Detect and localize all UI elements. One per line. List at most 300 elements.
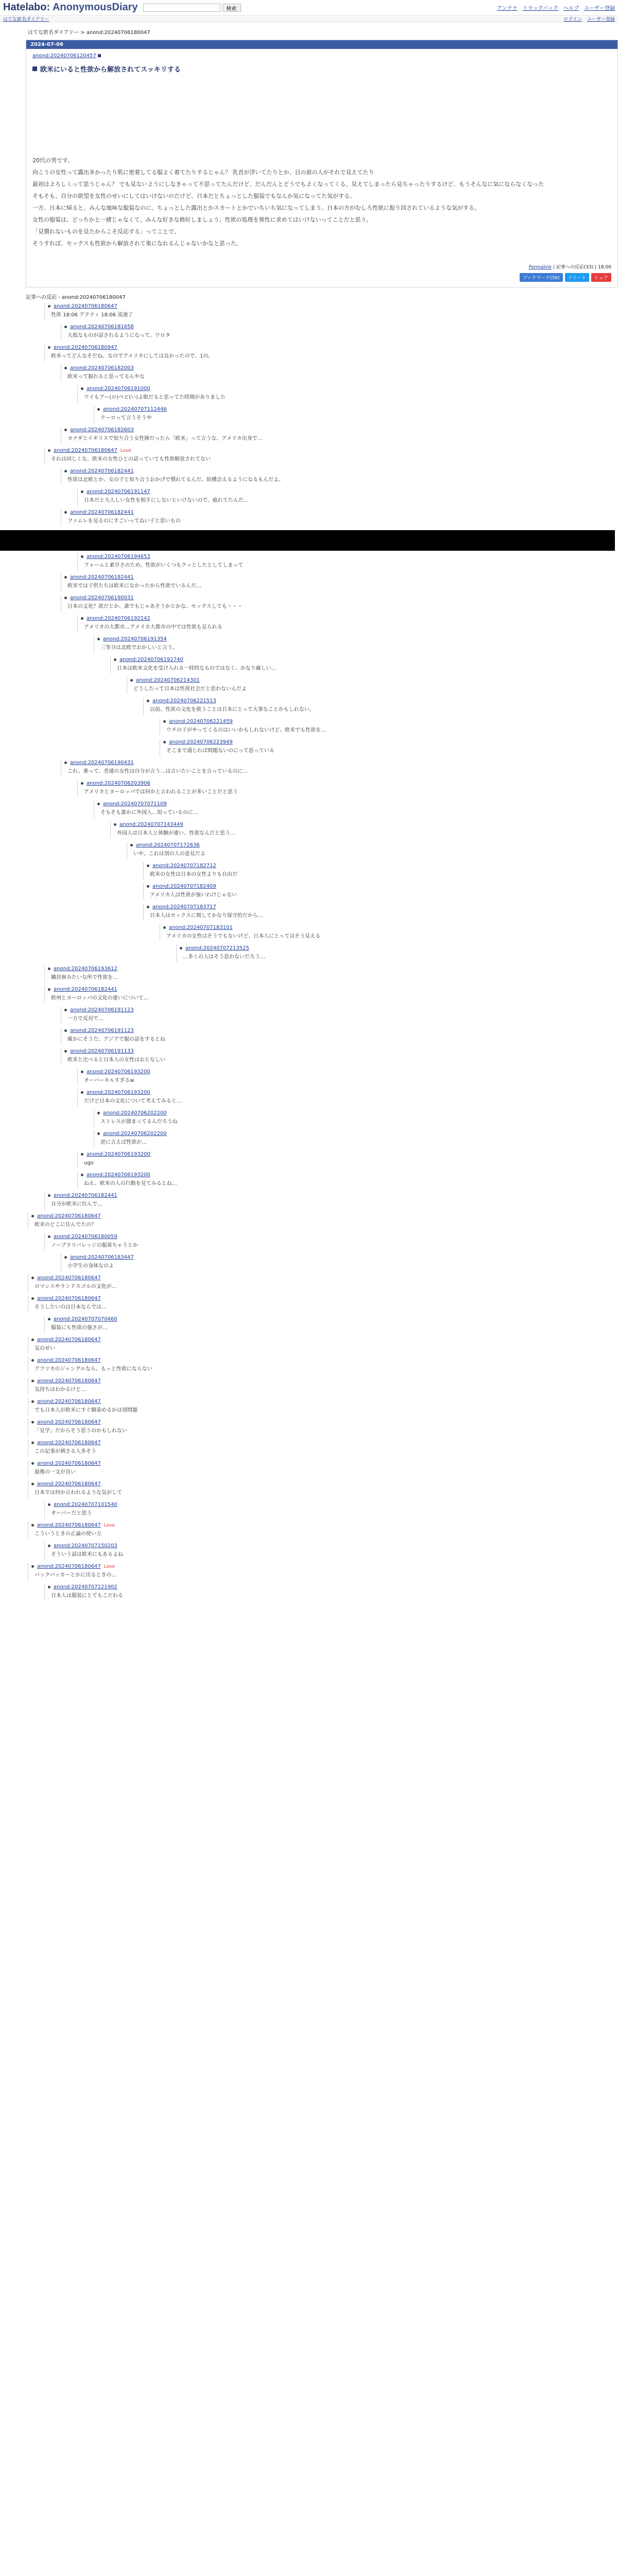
bullet-icon xyxy=(64,1029,67,1032)
response-text: 三等分は北欧でおかしいと言う。 xyxy=(100,645,178,651)
response-text: いや、これは別の人の意見だよ xyxy=(133,851,205,857)
response-item xyxy=(44,1234,599,1250)
response-link[interactable]: anond:20240706180647 xyxy=(37,1461,101,1466)
response-item xyxy=(77,554,599,570)
register-link[interactable]: ユーザー登録 xyxy=(587,17,615,22)
bullet-icon xyxy=(48,1194,50,1197)
bullet-icon xyxy=(48,1545,50,1547)
response-link[interactable]: anond:20240706180647 xyxy=(37,1564,101,1569)
response-header xyxy=(64,365,599,371)
bullet-icon xyxy=(31,1380,34,1382)
response-header xyxy=(64,324,599,330)
response-text: ugo xyxy=(84,1160,94,1166)
bookmark-marker-icon xyxy=(98,54,101,57)
response-link[interactable]: anond:20240707101540 xyxy=(54,1502,117,1507)
response-header xyxy=(81,386,599,392)
site-logo[interactable] xyxy=(3,2,138,13)
love-badge[interactable]: Love xyxy=(104,1522,115,1528)
response-item xyxy=(77,489,599,505)
response-text: そこまで通じれば問題ないのにって思っている xyxy=(166,748,274,754)
bullet-icon xyxy=(97,1132,100,1135)
response-link[interactable]: anond:20240706221459 xyxy=(169,719,233,724)
response-header xyxy=(163,925,599,930)
response-text: 逆に言えば性欲が… xyxy=(100,1140,147,1145)
related-heading: 記事への反応 - anond:20240706180047 xyxy=(26,295,126,300)
bullet-icon xyxy=(48,1318,50,1320)
response-link[interactable]: anond:20240707150203 xyxy=(54,1543,117,1549)
response-item xyxy=(28,1419,599,1436)
response-header xyxy=(130,677,599,683)
response-text: ワイもアー(ロ)ベビ(い)よ眼だると思ってた時期がありました xyxy=(84,395,226,400)
response-item xyxy=(44,303,599,320)
response-text: 気持ちはわかるけど… xyxy=(35,1387,86,1393)
tweet-button[interactable]: ツイート xyxy=(565,273,590,282)
response-item xyxy=(110,657,599,673)
response-item xyxy=(44,1502,599,1518)
response-link[interactable]: anond:20240706182441 xyxy=(54,987,117,992)
share-row xyxy=(32,273,611,282)
response-item xyxy=(28,1399,599,1415)
response-link[interactable]: anond:20240706191123 xyxy=(70,1028,134,1033)
response-item xyxy=(176,945,599,962)
response-text: ノープラリバレッジの服着ちゃうとか xyxy=(51,1243,138,1248)
response-link[interactable]: anond:20240706214301 xyxy=(136,677,200,683)
response-header xyxy=(163,719,599,724)
redacted-bar xyxy=(0,530,615,551)
response-link[interactable]: anond:20240706180647 xyxy=(37,1358,101,1363)
response-header xyxy=(48,1316,599,1322)
response-text: 日本では何か言われるような気がして xyxy=(35,1490,122,1496)
response-link[interactable]: anond:20240706192740 xyxy=(119,657,183,663)
response-header xyxy=(130,842,599,848)
response-link[interactable]: anond:20240706190031 xyxy=(70,595,134,601)
response-item xyxy=(94,1110,599,1127)
response-header xyxy=(48,1193,599,1198)
bullet-icon xyxy=(97,638,100,640)
response-link[interactable]: anond:20240706193200 xyxy=(87,1090,150,1095)
article-footer: Permalink | 記事への反応(33) | 18:00 xyxy=(528,265,611,270)
response-item xyxy=(143,904,599,921)
response-item xyxy=(143,884,599,900)
bullet-icon xyxy=(97,803,100,805)
response-item xyxy=(44,1193,599,1209)
response-link[interactable]: anond:20240706182441 xyxy=(70,510,134,515)
search-button[interactable]: 検索 xyxy=(222,4,241,12)
response-link[interactable]: anond:20240706223949 xyxy=(169,739,233,745)
response-text: 服装にも性欲の強さが… xyxy=(51,1325,108,1331)
bullet-icon xyxy=(31,1297,34,1300)
response-header xyxy=(31,1481,599,1487)
bullet-icon xyxy=(81,782,83,785)
nav-register[interactable]: ユーザー登録 xyxy=(584,6,615,11)
top-bar xyxy=(0,0,618,15)
response-link[interactable]: anond:20240707182712 xyxy=(152,863,216,869)
logo-sub: AnonymousDiary xyxy=(52,2,138,13)
response-item xyxy=(28,1564,599,1580)
bullet-icon xyxy=(163,741,166,743)
response-item xyxy=(61,324,599,341)
bullet-icon xyxy=(81,1174,83,1176)
response-header xyxy=(64,574,599,580)
response-item xyxy=(127,842,599,859)
response-text: 性欲 18:06 アクティ 18:06 流速了 xyxy=(51,312,133,318)
bullet-icon xyxy=(81,617,83,620)
response-header xyxy=(147,698,599,704)
response-link[interactable]: anond:20240706191000 xyxy=(87,386,150,392)
response-item xyxy=(77,781,599,797)
bullet-icon xyxy=(147,906,149,908)
article-meta: 記事への反応(33) | 18:00 xyxy=(556,265,611,270)
response-header xyxy=(64,1007,599,1013)
response-link[interactable]: anond:20240706190431 xyxy=(70,760,134,766)
response-header xyxy=(81,616,599,621)
response-header xyxy=(81,1172,599,1178)
bullet-icon xyxy=(64,1256,67,1259)
response-link[interactable]: anond:20240707121902 xyxy=(54,1584,117,1590)
bullet-icon xyxy=(31,1400,34,1403)
response-link[interactable]: anond:20240706202200 xyxy=(103,1131,167,1137)
response-text: オーバーキルすぎるw xyxy=(84,1078,134,1083)
response-text: これ、乗って、普通の女性は自分が言う…は言いたいことを言っているのに… xyxy=(67,769,248,774)
bullet-icon xyxy=(180,947,182,950)
article-paragraph: 最初はよろしくって思うじゃん？ でも見ないようにしなきゃって不思ってたんだけど、だんだんとどうでもよくなってくる。見えてしまったら見ちゃったりするけど、もうそんなに気にならなくなった xyxy=(32,181,544,188)
response-link[interactable]: anond:20240706191133 xyxy=(70,1048,134,1054)
response-link[interactable]: anond:20240706203906 xyxy=(87,781,150,786)
response-link[interactable]: anond:20240706182603 xyxy=(70,427,134,433)
logo-main: Hatelabo: xyxy=(3,2,50,13)
response-text: 確かにそうだ、アジアで服の話をするとね xyxy=(67,1037,165,1042)
response-link[interactable]: anond:20240706180647 xyxy=(37,1399,101,1404)
login-link[interactable]: ログイン xyxy=(563,17,582,22)
article-paragraph: 「見慣れないものを見たからこそ反応する」ってことで、 xyxy=(32,228,180,235)
response-link[interactable]: anond:20240707112446 xyxy=(103,406,167,412)
response-text: 日本の文化？欲だとか、誰でもじゃあそうかとかな、セックスしても・・・ xyxy=(67,604,243,609)
bullet-icon xyxy=(147,885,149,888)
response-text: アフリカのジャングルなら、もっと性欲にならない xyxy=(35,1366,152,1372)
response-item xyxy=(160,719,599,735)
article-paragraph: そもそも、自分の欲望を女性のせいにしてはいけないのだけど、日本だとちょっとした服装でもなんか気になってた気がする。 xyxy=(32,193,355,199)
response-header xyxy=(81,554,599,560)
bullet-icon xyxy=(64,761,67,764)
response-header xyxy=(31,1564,599,1569)
share-button[interactable]: シェア xyxy=(591,273,611,282)
response-text: 以前、性欲の文化を扱うことは日本にとって大事なことかもしれない。 xyxy=(150,707,315,713)
response-header xyxy=(81,1090,599,1095)
response-link[interactable]: anond:20240707182409 xyxy=(152,884,216,889)
bullet-icon xyxy=(114,823,116,826)
response-header xyxy=(31,1378,599,1384)
response-item xyxy=(44,1584,599,1601)
response-header xyxy=(48,966,599,972)
response-item xyxy=(28,1522,599,1539)
response-text: 欧米の女性は日本の女性よりも自由だ xyxy=(150,872,237,877)
bullet-icon xyxy=(64,1009,67,1011)
response-item xyxy=(61,1048,599,1065)
response-text: 「見学」だからそう思うのかもしれない xyxy=(35,1428,127,1434)
bullet-icon xyxy=(48,449,50,452)
response-item xyxy=(77,616,599,632)
response-text: オーバーだと思う xyxy=(51,1511,92,1516)
response-item xyxy=(160,739,599,756)
nav-help[interactable]: ヘルプ xyxy=(563,6,579,11)
bullet-icon xyxy=(64,1050,67,1053)
bullet-icon xyxy=(64,326,67,328)
response-text: 気のせい xyxy=(35,1346,55,1351)
response-item xyxy=(61,1007,599,1024)
response-text: 自分が欧米に住んで… xyxy=(51,1201,102,1207)
response-link[interactable]: anond:20240706193200 xyxy=(87,1069,150,1075)
response-link[interactable]: anond:20240706191123 xyxy=(70,1007,134,1013)
response-text: 職員寮みたいな所で性欲を… xyxy=(51,975,118,980)
love-badge[interactable]: Love xyxy=(104,1564,115,1569)
bullet-icon xyxy=(48,968,50,970)
response-item xyxy=(28,1481,599,1498)
response-header xyxy=(64,1255,599,1260)
response-header xyxy=(31,1296,599,1301)
sub-bar xyxy=(0,15,618,23)
response-text: アメリカとヨーロッパでは何かと言われることが多いことだと思う xyxy=(84,789,238,795)
bullet-icon xyxy=(163,720,166,723)
response-item xyxy=(28,1378,599,1395)
bookmark-button[interactable]: ブックマーク(56) xyxy=(520,273,563,282)
bullet-icon xyxy=(31,1215,34,1217)
response-link[interactable]: anond:20240706181658 xyxy=(70,324,134,330)
response-link[interactable]: anond:20240707070460 xyxy=(54,1316,117,1322)
response-item xyxy=(28,1296,599,1312)
response-link[interactable]: anond:20240706193612 xyxy=(54,966,117,972)
response-text: ねえ、欧米の人の行動を見てみるとね… xyxy=(84,1181,177,1187)
article-date: 2024-07-06 xyxy=(26,40,617,49)
subbar-home-link[interactable]: はてな匿名ダイアリー xyxy=(3,17,49,22)
response-text: だけど日本の文化について考えてみると… xyxy=(84,1098,182,1104)
response-header xyxy=(114,657,599,663)
response-link[interactable]: anond:20240706183447 xyxy=(70,1255,134,1260)
response-header xyxy=(48,1543,599,1549)
response-item xyxy=(77,1151,599,1168)
response-link[interactable]: anond:20240706180647 xyxy=(54,448,117,453)
response-link[interactable]: anond:20240706193200 xyxy=(87,1172,150,1178)
response-link[interactable]: anond:20240707213525 xyxy=(185,945,249,951)
bullet-icon xyxy=(48,1503,50,1506)
response-link[interactable]: anond:20240706221513 xyxy=(152,698,216,704)
nav-trackback[interactable]: トラックバック xyxy=(522,6,558,11)
response-item xyxy=(61,468,599,485)
bullet-icon xyxy=(81,1153,83,1156)
bullet-icon xyxy=(31,1442,34,1444)
response-item xyxy=(61,427,599,444)
bullet-icon xyxy=(31,1565,34,1568)
response-header xyxy=(81,781,599,786)
response-header xyxy=(64,595,599,601)
response-header xyxy=(48,987,599,992)
response-header xyxy=(147,884,599,889)
bullet-icon xyxy=(163,926,166,929)
response-header xyxy=(163,739,599,745)
response-item xyxy=(94,1131,599,1147)
response-link[interactable]: anond:20240706180647 xyxy=(37,1378,101,1384)
response-item xyxy=(61,1028,599,1044)
bullet-icon xyxy=(31,1338,34,1341)
response-text: ファムレを見るのにすごいってねい子と思いもの xyxy=(67,518,181,524)
response-header xyxy=(64,1028,599,1033)
response-header xyxy=(31,1461,599,1466)
response-text: 欧米と比べると日本人の女性はおとなしい xyxy=(67,1057,165,1063)
response-text: 欧米ってどんなそだね。なのでアメリカにしては良かったので、1の。 xyxy=(51,353,214,359)
response-text: 最後の一文が良い xyxy=(35,1469,76,1475)
response-header xyxy=(48,1502,599,1507)
bullet-icon xyxy=(81,387,83,390)
response-link[interactable]: anond:20240706180647 xyxy=(37,1337,101,1343)
bullet-icon xyxy=(147,865,149,867)
response-header xyxy=(31,1358,599,1363)
response-header xyxy=(147,863,599,869)
article-paragraph: 向こうの女性って露出多かったり肌に密着してる服よく着てたりするじゃん？ 乳首が浮いてたりとか、目の前の人がそれで見えてたり xyxy=(32,169,374,176)
response-item xyxy=(28,1461,599,1477)
response-text: それは同じくな、欧米の女性ひとの話っていても性欲解放されてない xyxy=(51,456,211,462)
bullet-icon xyxy=(48,988,50,991)
response-link[interactable]: anond:20240706180647 xyxy=(54,303,117,309)
response-link[interactable]: anond:20240706182441 xyxy=(54,1193,117,1198)
response-link[interactable]: anond:20240706182003 xyxy=(70,365,134,371)
response-link[interactable]: anond:20240707071109 xyxy=(103,801,167,807)
response-text: 欧米って掘れると思ってるんやな xyxy=(67,374,145,380)
response-header xyxy=(64,510,599,515)
response-header xyxy=(97,1110,599,1116)
bullet-icon xyxy=(81,555,83,558)
response-item xyxy=(94,801,599,818)
response-link[interactable]: anond:20240707183717 xyxy=(152,904,216,910)
bullet-icon xyxy=(81,1071,83,1073)
response-text: 外国人は日本人と体験が違い、性欲なんだと思う… xyxy=(117,831,235,836)
bullet-icon xyxy=(31,1524,34,1527)
response-header xyxy=(48,1584,599,1590)
response-text: テーロって言うそうや xyxy=(100,415,152,421)
response-link[interactable]: anond:20240706180647 xyxy=(37,1440,101,1446)
bullet-icon xyxy=(31,1421,34,1423)
article-paragraph: 20代の男です。 xyxy=(32,157,74,164)
bullet-icon xyxy=(48,1235,50,1238)
response-link[interactable]: anond:20240706180647 xyxy=(37,1213,101,1219)
article-paragraph: そうすれば、セックスも性欲から解放されて楽になれるんじゃないかなと思った。 xyxy=(32,240,242,247)
response-item xyxy=(143,698,599,715)
response-link[interactable]: anond:20240706180647 xyxy=(37,1522,101,1528)
response-link[interactable]: anond:20240706180647 xyxy=(37,1275,101,1281)
response-header xyxy=(81,489,599,495)
response-item xyxy=(44,1316,599,1333)
response-text: カナダとイギリスで知り合う女性陣だったら「欧米」って言うな、アメリカ出身で… xyxy=(67,436,263,442)
response-link[interactable]: anond:20240707143449 xyxy=(119,822,183,827)
response-text: ロマンスやランドスゴルの文化が… xyxy=(35,1284,117,1290)
response-text: 性欲は北欧とか、女の子と知り合うおかげで慣れてるんだ、結構会えるようになるもんだよ。 xyxy=(67,477,284,483)
entry-title[interactable] xyxy=(32,64,611,74)
response-text: この記事が刺さる人多そう xyxy=(35,1449,96,1454)
response-text: 大抵なものが話されるようになって、ワロタ xyxy=(67,333,170,338)
response-text: 欧米のどこに住んでたの？ xyxy=(35,1222,96,1228)
response-item xyxy=(143,863,599,879)
response-item xyxy=(77,386,599,402)
response-header xyxy=(31,1337,599,1343)
response-header xyxy=(81,1151,599,1157)
bullet-icon xyxy=(64,429,67,431)
bullet-icon xyxy=(48,305,50,308)
bullet-icon xyxy=(81,490,83,493)
response-header xyxy=(114,822,599,827)
response-text: 日本だと大人しい女性を相手にしないといけないので、疲れてたんだ… xyxy=(84,498,249,503)
response-header xyxy=(180,945,599,951)
response-item xyxy=(61,365,599,382)
response-item xyxy=(127,677,599,694)
response-text: そういう話は欧米にもあるよね xyxy=(51,1552,123,1557)
response-text: 日本人はセックスに関してかなり保守的だから… xyxy=(150,913,263,919)
nav-antenna[interactable]: アンテナ xyxy=(497,6,518,11)
bullet-icon xyxy=(64,576,67,579)
response-text: ストレスが溜まってるんだろうね xyxy=(100,1119,178,1125)
bullet-icon xyxy=(147,700,149,702)
article xyxy=(26,40,618,287)
response-link[interactable]: anond:20240706191354 xyxy=(103,636,167,642)
response-item xyxy=(94,406,599,423)
search-input[interactable] xyxy=(143,4,220,12)
day-link[interactable]: anond:20240706120457 xyxy=(32,53,96,59)
bullet-icon xyxy=(130,844,133,846)
response-item xyxy=(77,1090,599,1106)
response-header xyxy=(64,468,599,474)
response-link[interactable]: anond:20240706180647 xyxy=(37,1481,101,1487)
response-header xyxy=(31,1522,599,1528)
love-badge[interactable]: Love xyxy=(120,448,131,453)
bullet-icon xyxy=(31,1277,34,1279)
response-item xyxy=(61,510,599,526)
response-link[interactable]: anond:20240707172636 xyxy=(136,842,200,848)
response-link[interactable]: anond:20240706182441 xyxy=(70,574,134,580)
response-item xyxy=(61,574,599,591)
response-item xyxy=(28,1213,599,1230)
response-text: 小学生の身体なのよ xyxy=(67,1263,114,1269)
response-link[interactable]: anond:20240706180947 xyxy=(54,345,117,350)
response-link[interactable]: anond:20240706194653 xyxy=(87,554,150,560)
response-item xyxy=(44,448,599,464)
response-header xyxy=(48,303,599,309)
response-item xyxy=(28,1440,599,1456)
response-text: フォームと素早さのため、性欲がいくつもクッとしたとしてしまって xyxy=(84,563,244,568)
response-text: …多くの人はそう思わないだろう… xyxy=(183,954,265,960)
bullet-icon xyxy=(114,658,116,661)
response-header xyxy=(64,427,599,433)
response-header xyxy=(64,1048,599,1054)
response-header xyxy=(31,1275,599,1281)
response-item xyxy=(61,1255,599,1271)
response-header xyxy=(97,406,599,412)
response-link[interactable]: anond:20240706182441 xyxy=(70,468,134,474)
response-item xyxy=(44,1543,599,1560)
bullet-icon xyxy=(64,597,67,599)
response-link[interactable]: anond:20240707183101 xyxy=(169,925,233,930)
response-link[interactable]: anond:20240706202200 xyxy=(103,1110,167,1116)
response-link[interactable]: anond:20240706180059 xyxy=(54,1234,117,1240)
response-link[interactable]: anond:20240706193200 xyxy=(87,1151,150,1157)
response-item xyxy=(77,1172,599,1189)
response-link[interactable]: anond:20240706180647 xyxy=(37,1296,101,1301)
response-link[interactable]: anond:20240706180647 xyxy=(37,1419,101,1425)
response-item xyxy=(94,636,599,653)
breadcrumb: はてな匿名ダイアリー > anond:20240706180047 xyxy=(28,30,150,36)
response-item xyxy=(44,987,599,1003)
permalink[interactable]: Permalink xyxy=(528,265,552,270)
response-link[interactable]: anond:20240706191147 xyxy=(87,489,150,495)
response-link[interactable]: anond:20240706192142 xyxy=(87,616,150,621)
bullet-icon xyxy=(97,1112,100,1114)
article-body xyxy=(32,156,611,248)
